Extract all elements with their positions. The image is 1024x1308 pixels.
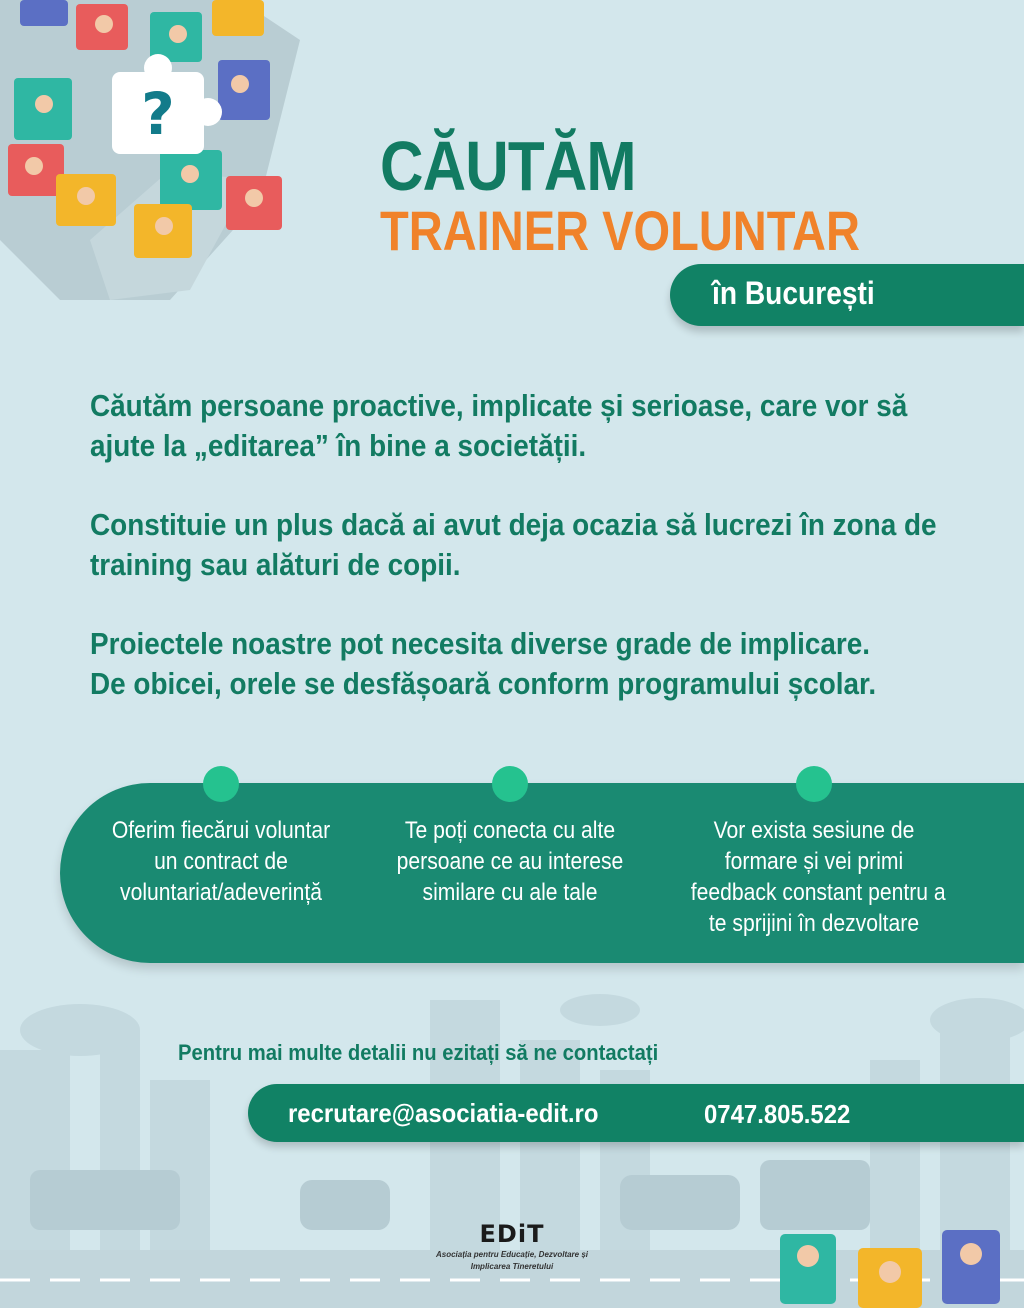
benefit-line: te sprijini în dezvoltare	[708, 910, 920, 937]
logo-text-line: Asociația pentru Educație, Dezvoltare și	[435, 1250, 589, 1259]
paragraph-line: training sau alături de copii.	[90, 547, 461, 582]
benefit-line: un contract de	[154, 848, 288, 875]
benefit-line: Oferim fiecărui voluntar	[111, 817, 331, 844]
paragraph-line: De obicei, orele se desfășoară conform programului școlar.	[90, 666, 877, 701]
benefit-contract	[81, 815, 361, 908]
benefit-line: Vor exista sesiune de	[713, 817, 915, 844]
paragraph-line: Constituie un plus dacă ai avut deja ocazia să lucrezi în zona de	[90, 507, 937, 542]
benefit-line: Te poți conecta cu alte	[404, 817, 616, 844]
benefit-line: voluntariat/adeverință	[120, 879, 322, 906]
paragraph-schedule	[90, 624, 900, 704]
contact-email-link[interactable]: recrutare@asociatia-edit.ro	[288, 1098, 599, 1128]
benefit-bullet-icon	[796, 766, 832, 802]
contact-heading: Pentru mai multe detalii nu ezitați să ne contactați	[178, 1040, 659, 1065]
paragraph-intro	[90, 386, 908, 466]
logo-mark: EDiT	[479, 1220, 545, 1248]
benefit-line: similare cu ale tale	[422, 879, 598, 906]
puzzle-pieces-corner-illustration	[770, 1222, 1024, 1308]
location-label: în București	[712, 275, 875, 311]
location-badge	[670, 264, 1024, 326]
benefit-line: persoane ce au interese	[396, 848, 624, 875]
benefit-line: feedback constant pentru a	[690, 879, 946, 906]
question-mark-icon: ?	[141, 80, 175, 148]
contact-phone-link[interactable]: 0747.805.522	[704, 1099, 851, 1129]
logo-text-line: Implicarea Tineretului	[470, 1262, 554, 1271]
edit-logo	[424, 1220, 600, 1272]
benefit-training	[674, 815, 954, 939]
benefit-bullet-icon	[492, 766, 528, 802]
paragraph-experience	[90, 505, 937, 585]
benefit-line: formare și vei primi	[724, 848, 904, 875]
page-title: CĂUTĂM	[380, 127, 636, 205]
benefit-bullet-icon	[203, 766, 239, 802]
contact-bar	[248, 1084, 1024, 1142]
benefit-network	[370, 815, 650, 908]
paragraph-line: Proiectele noastre pot necesita diverse grade de implicare.	[90, 626, 870, 661]
page-subtitle: TRAINER VOLUNTAR	[380, 199, 860, 262]
puzzle-pieces-illustration	[0, 0, 300, 300]
paragraph-line: ajute la „editarea” în bine a societății.	[90, 428, 587, 463]
paragraph-line: Căutăm persoane proactive, implicate și serioase, care vor să	[90, 388, 908, 423]
